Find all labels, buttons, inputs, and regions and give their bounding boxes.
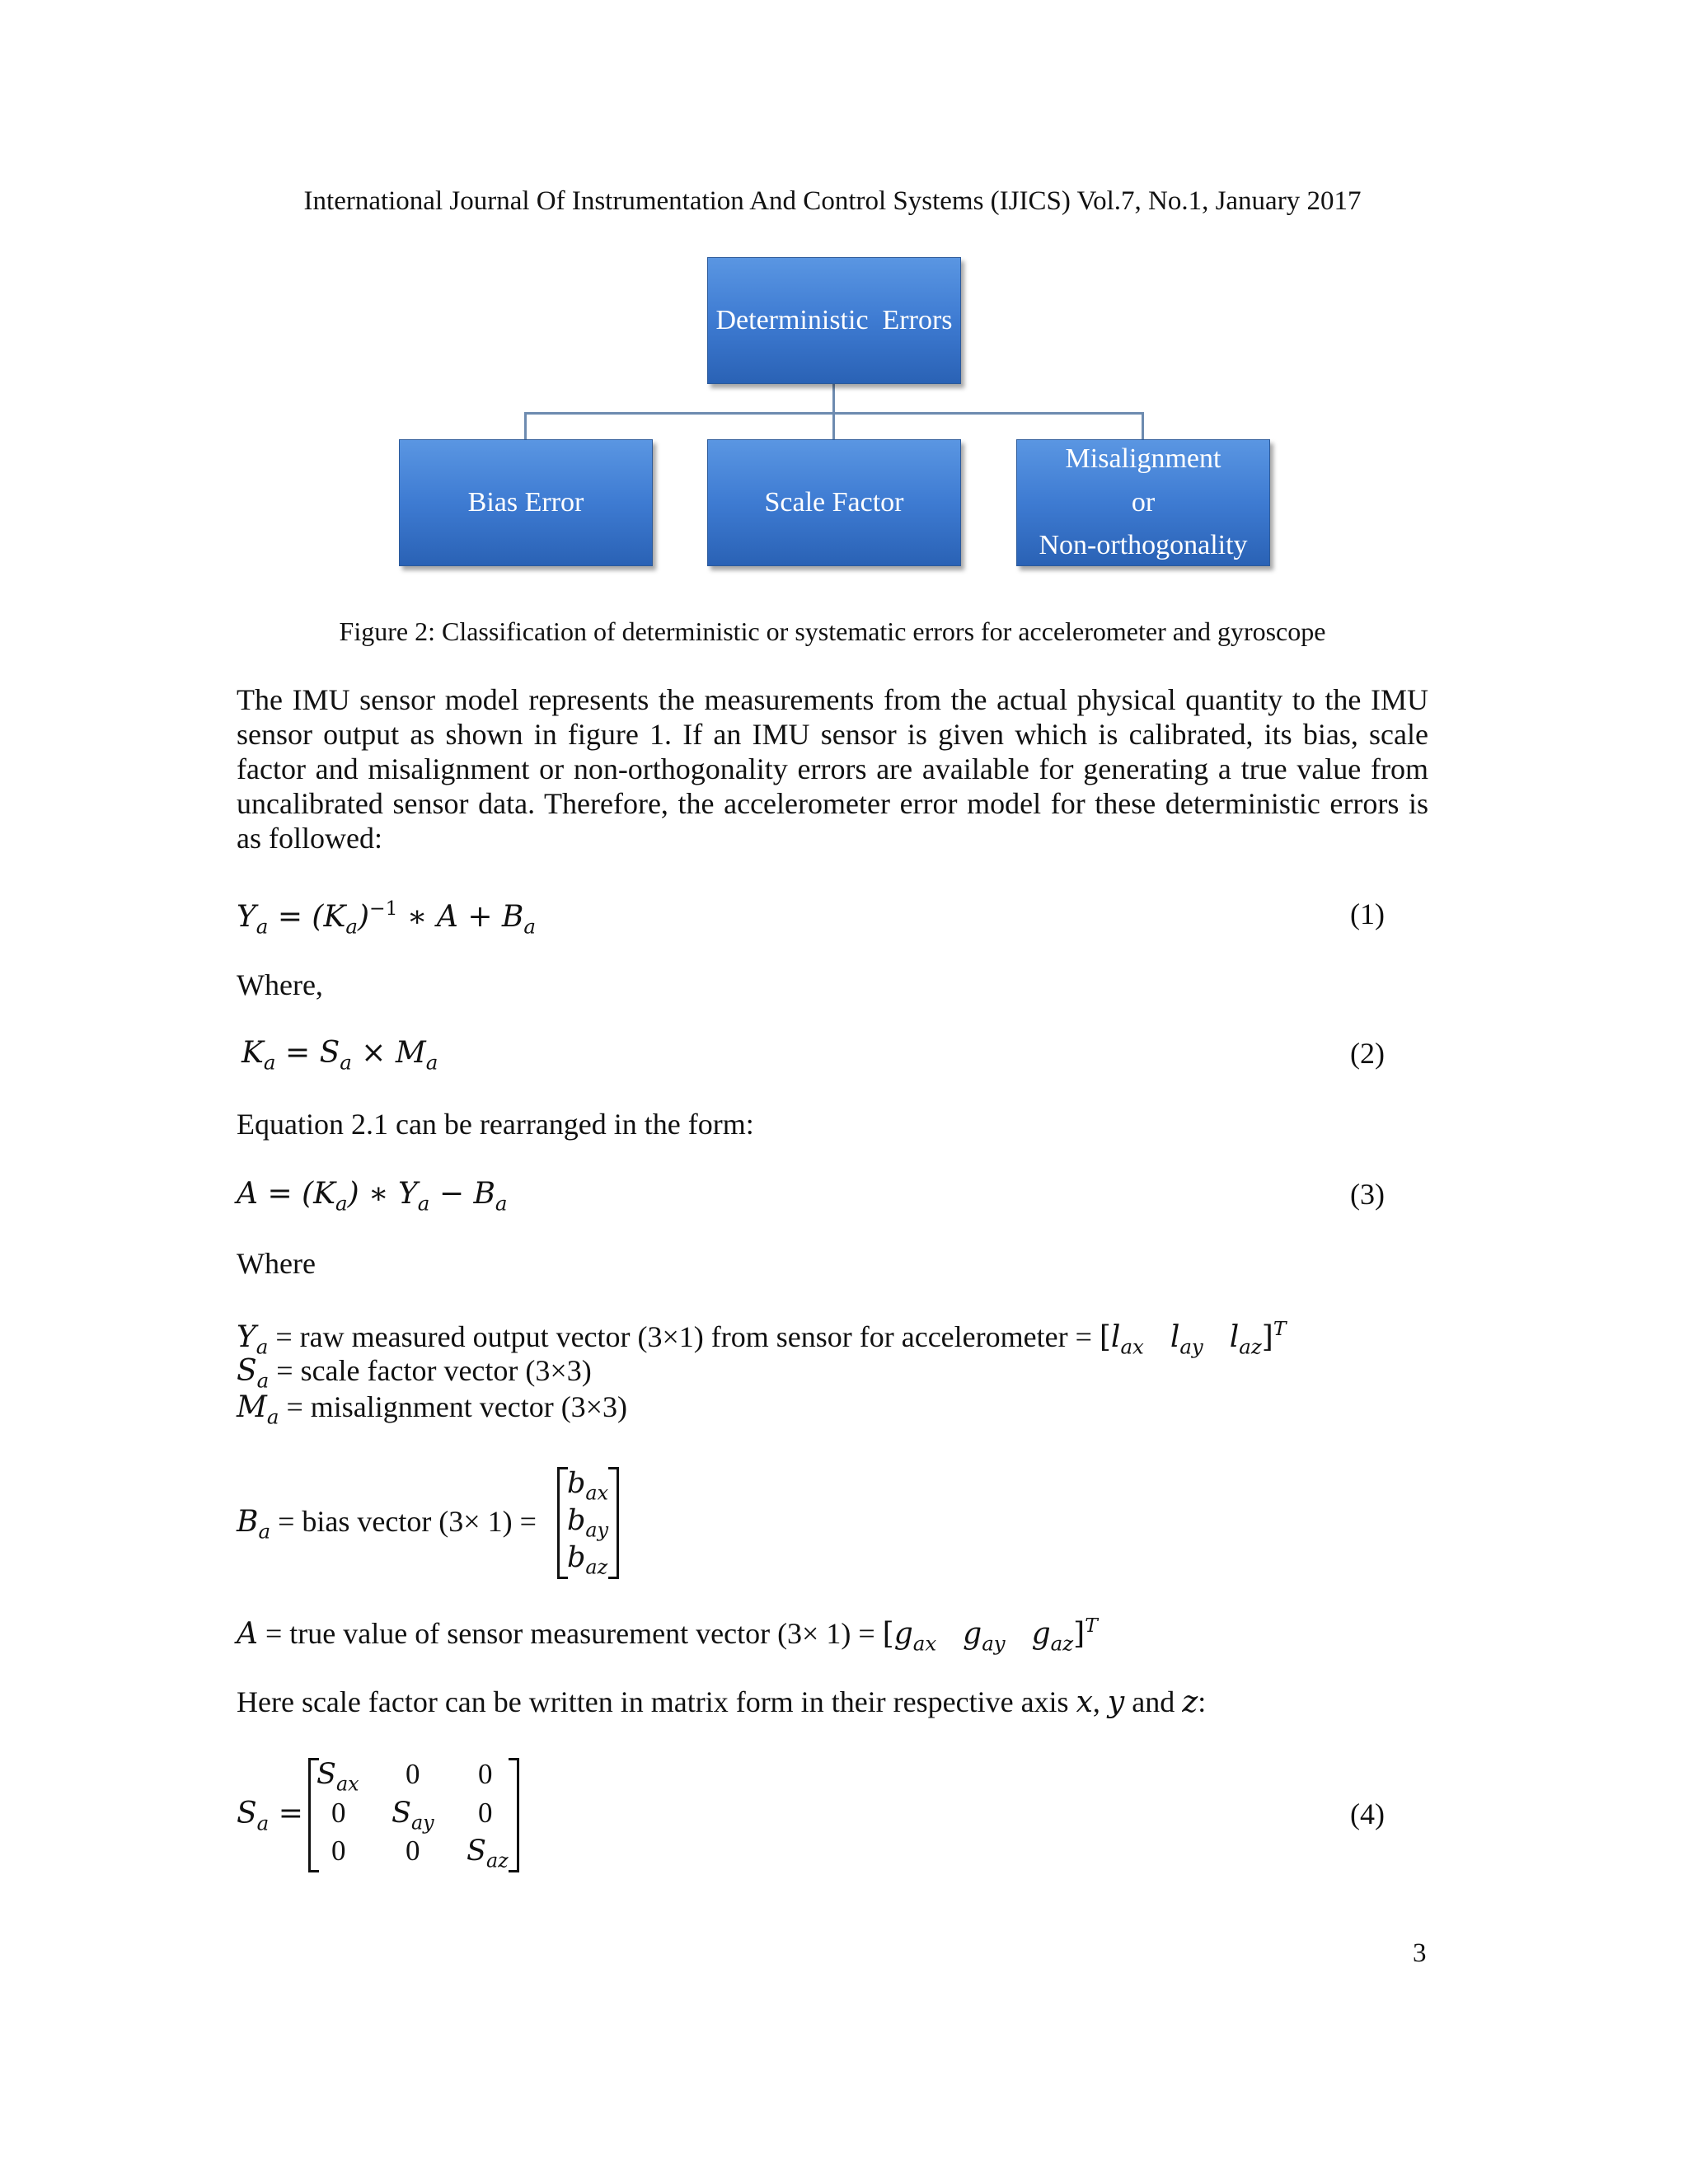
definition-ba: $B_a$ = bias vector (3× 1) = bbox=[237, 1505, 537, 1544]
equation-number-3: (3) bbox=[1350, 1178, 1385, 1211]
node-scale-factor bbox=[707, 439, 961, 566]
equation-number-1: (1) bbox=[1350, 898, 1385, 930]
figure-caption: Figure 2: Classification of deterministic or systematic errors for accelerometer and gyroscope bbox=[339, 616, 1326, 646]
page-number: 3 bbox=[1413, 1938, 1427, 1968]
rearranged-text: Equation 2.1 can be rearranged in the form: bbox=[237, 1108, 754, 1141]
connector-middle bbox=[832, 412, 835, 440]
node-label-line: or bbox=[1131, 486, 1156, 518]
equation-4-lhs: $S_a$ = bbox=[237, 1797, 303, 1835]
node-label: Bias Error bbox=[467, 486, 584, 518]
matrix-entry: 0 bbox=[478, 1758, 493, 1790]
scale-factor-sentence: Here scale factor can be written in matrix form in their respective axis x, y and z: bbox=[237, 1685, 1207, 1719]
matrix-entry: 0 bbox=[478, 1797, 493, 1829]
definition-text: = misalignment vector (3×3) bbox=[286, 1390, 627, 1423]
equation-number-4: (4) bbox=[1350, 1797, 1385, 1830]
node-label: Deterministic Errors bbox=[715, 304, 953, 335]
node-label-line: Non-orthogonality bbox=[1039, 530, 1248, 561]
matrix-entry: $S_{ax}$ bbox=[316, 1758, 359, 1796]
equation-number-2: (2) bbox=[1350, 1037, 1385, 1070]
node-label-line: Misalignment bbox=[1065, 443, 1221, 474]
connector-left bbox=[524, 412, 527, 440]
definition-sa: $S_a$ = scale factor vector (3×3) bbox=[237, 1354, 592, 1393]
definition-text: = raw measured output vector (3×1) from sensor for accelerometer = bbox=[275, 1320, 1100, 1354]
definition-text: = bias vector (3× 1) = bbox=[278, 1505, 537, 1538]
sentence-and: and bbox=[1132, 1685, 1175, 1718]
node-bias-error bbox=[399, 439, 653, 566]
definition-text: = true value of sensor measurement vector (3× 1) = bbox=[265, 1617, 883, 1651]
definition-a: A = true value of sensor measurement vector $(3\times 1) = [g_{ax}$ $g_{ay}$ $g_{az}]^T$ bbox=[237, 1614, 1098, 1656]
matrix-entry: $b_{ay}$ bbox=[567, 1504, 609, 1542]
definition-text: = scale factor vector (3×3) bbox=[276, 1354, 592, 1387]
matrix-entry: 0 bbox=[331, 1797, 346, 1829]
where-label: Where bbox=[237, 1247, 316, 1280]
where-label: Where, bbox=[237, 968, 323, 1001]
node-label: Scale Factor bbox=[764, 486, 904, 518]
matrix-entry: $S_{az}$ bbox=[467, 1835, 509, 1872]
body-paragraph: The IMU sensor model represents the measurements from the actual physical quantity to the IMU sensor output as shown in figure 1. If an IMU sensor is given which is calibrated, its bias, scale factor and misalignment or non-orthogonality errors are available for generating a true value from uncalibrated sensor data. Therefore, the accelerometer error model for these deterministic errors is as followed: bbox=[237, 683, 1428, 855]
right-bracket bbox=[608, 1467, 619, 1579]
equation-1: $Y_a = (K_a)^{-1}$ ∗ $A + B_a$ bbox=[237, 897, 536, 939]
sentence-text: Here scale factor can be written in matrix form in their respective axis bbox=[237, 1685, 1076, 1718]
matrix-entry: $b_{ax}$ bbox=[567, 1467, 609, 1505]
definition-ma: $M_a$ = misalignment vector (3×3) bbox=[237, 1390, 627, 1429]
definition-ya: $Y_a$ = raw measured output vector (3×1) from sensor for accelerometer = [$l_{ax}$ $l_{ay}$ $l_{az}]^T$ bbox=[237, 1317, 1287, 1359]
matrix-entry: $S_{ay}$ bbox=[392, 1797, 434, 1835]
equation-2: $K_a = S_a \times M_a$ bbox=[241, 1036, 438, 1075]
connector-right bbox=[1142, 412, 1144, 440]
node-misalignment bbox=[1016, 439, 1270, 566]
running-header: International Journal Of Instrumentation And Control Systems (IJICS) Vol.7, No.1, January 2017 bbox=[303, 186, 1362, 216]
connector-root-stem bbox=[832, 381, 835, 414]
right-bracket bbox=[509, 1758, 519, 1872]
matrix-entry: $b_{az}$ bbox=[567, 1541, 608, 1579]
equation-3: $A = (K_a)$ ∗ $Y_a - B_a$ bbox=[237, 1177, 508, 1216]
matrix-entry: 0 bbox=[406, 1835, 420, 1867]
node-deterministic-errors bbox=[707, 257, 961, 384]
matrix-entry: 0 bbox=[331, 1835, 346, 1867]
matrix-entry: 0 bbox=[406, 1758, 420, 1790]
